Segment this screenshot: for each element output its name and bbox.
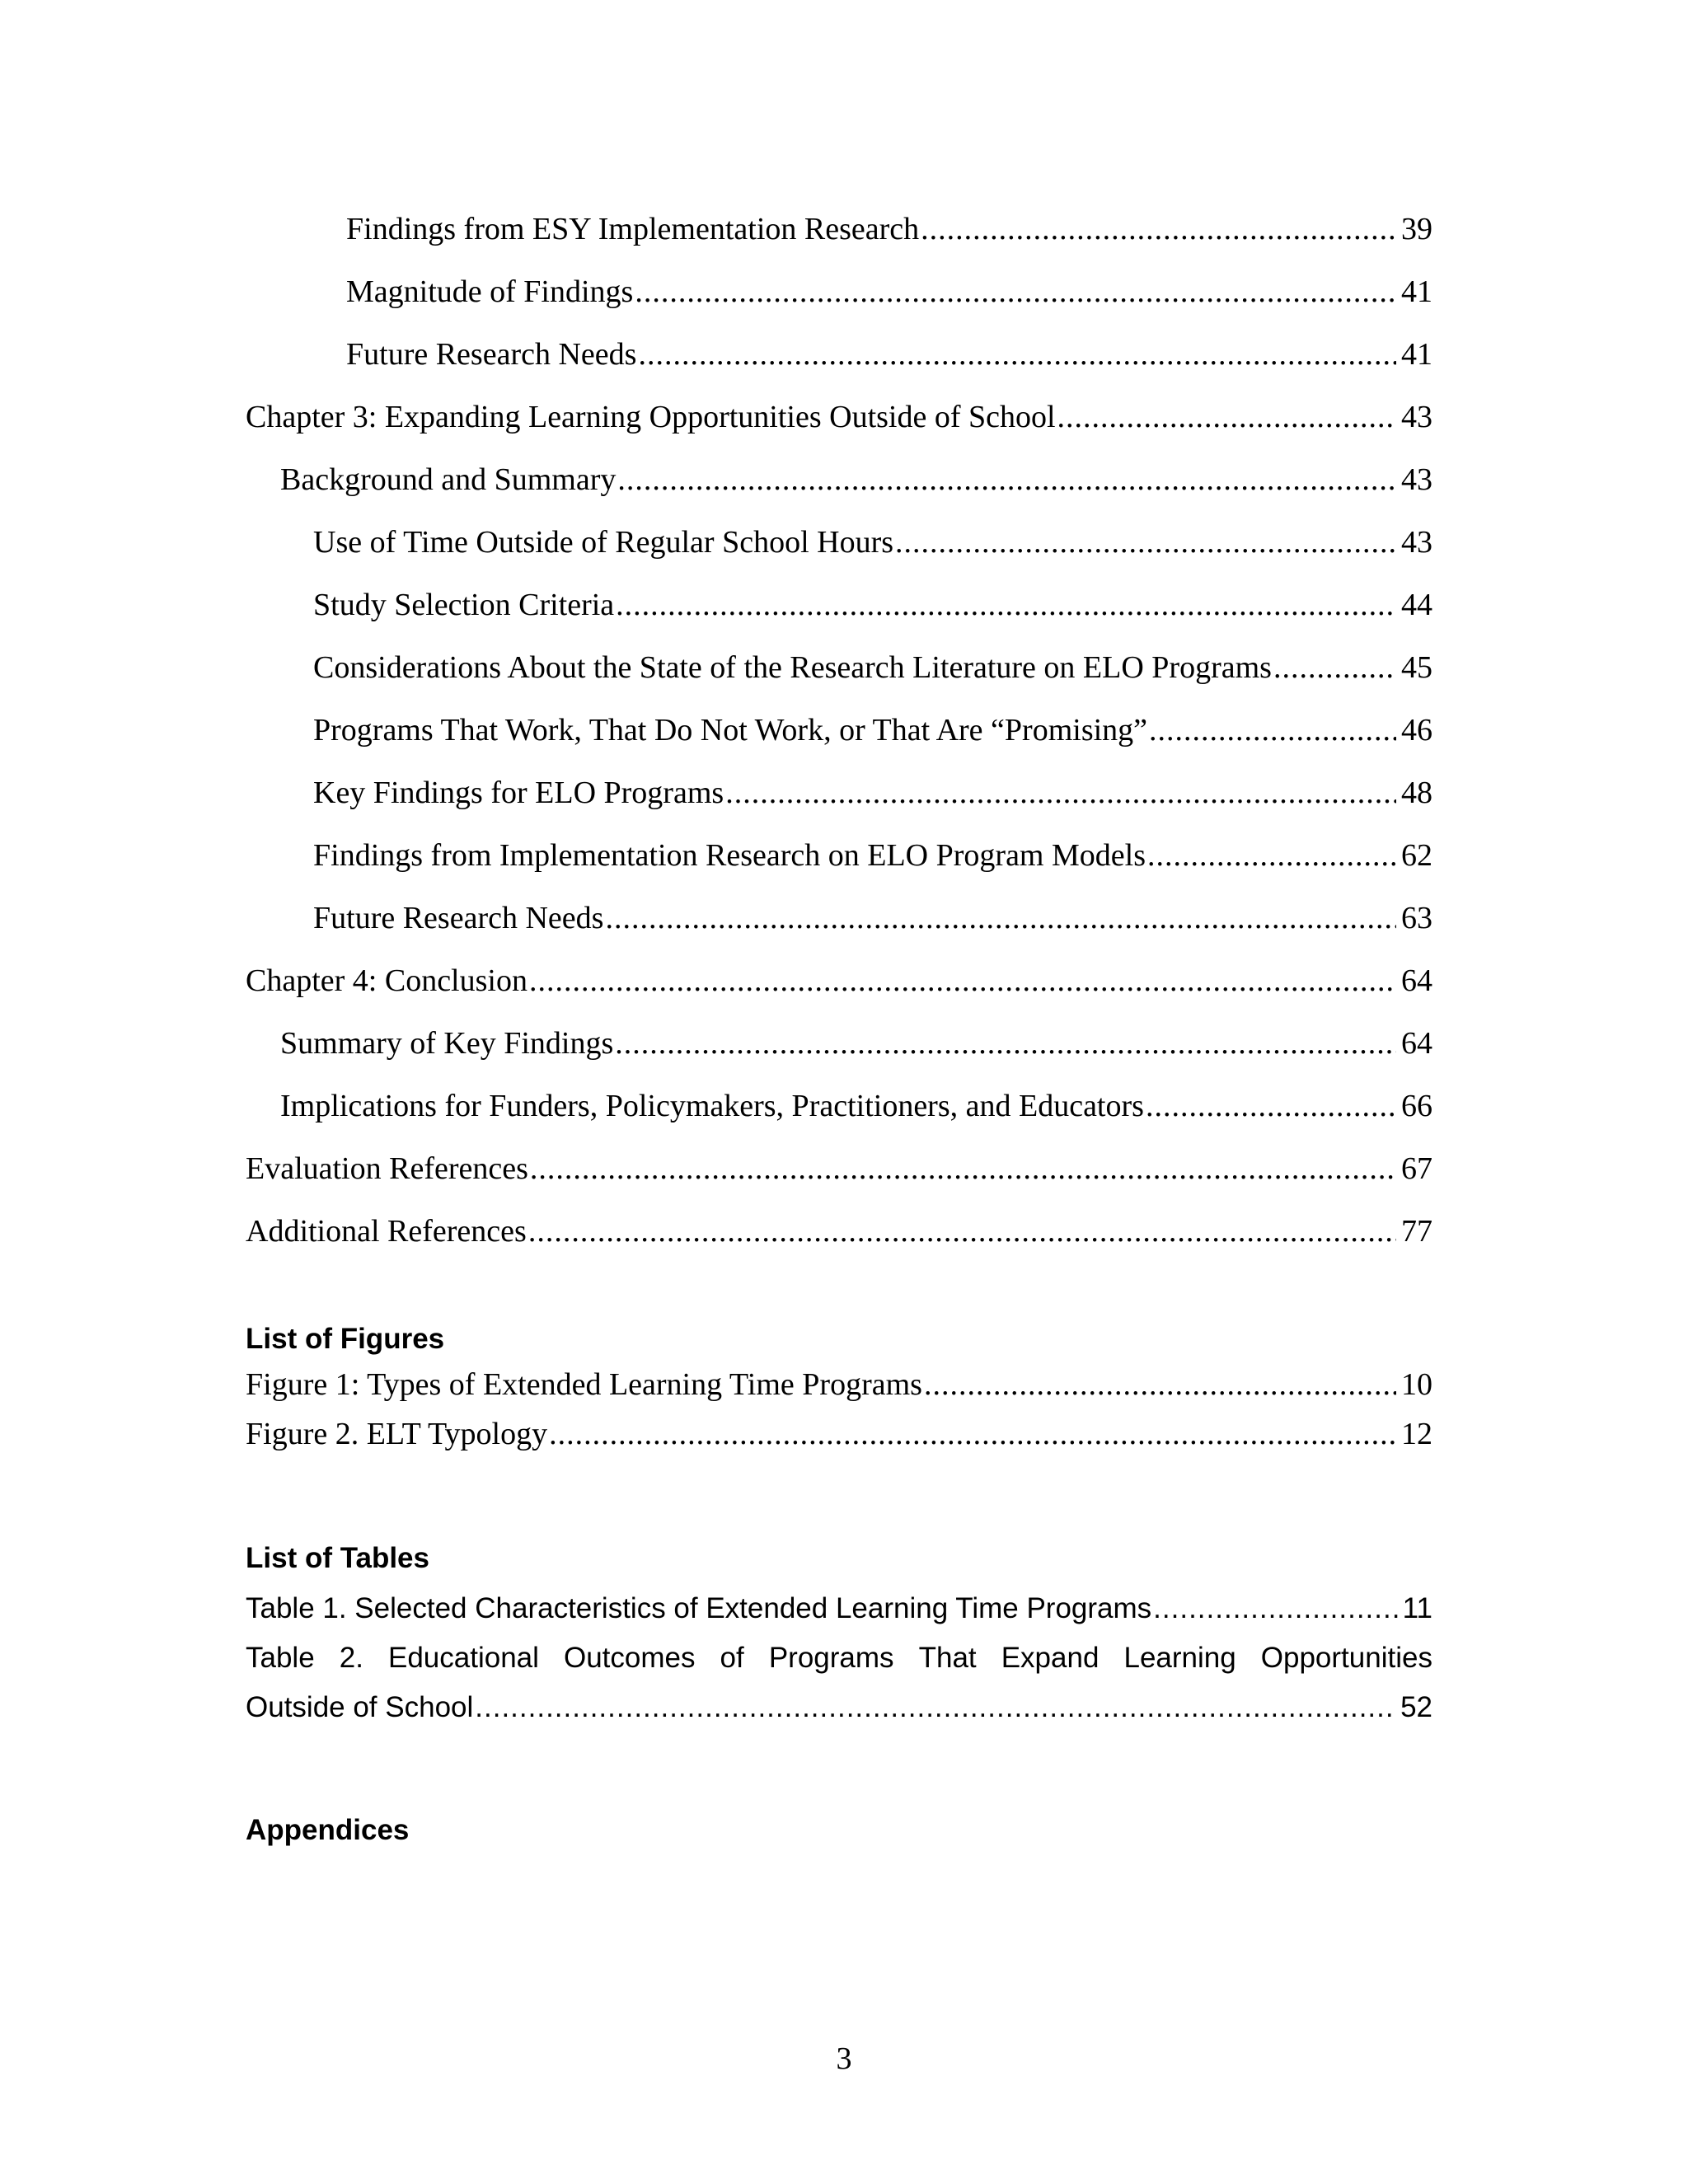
toc-leader-dots [617, 457, 1396, 503]
toc-entry-evaluation-references[interactable] [246, 1146, 1432, 1192]
toc-entry-page: 43 [1401, 525, 1432, 560]
toc-leader-dots [1057, 394, 1396, 440]
toc-entry-page: 62 [1401, 838, 1432, 873]
word: Table [246, 1642, 315, 1674]
toc-entry-page: 41 [1401, 337, 1432, 372]
toc-entry-page: 43 [1401, 400, 1432, 434]
toc-entry-page: 44 [1401, 588, 1432, 622]
toc-entry-label: Programs That Work, That Do Not Work, or That Are “Promising” [313, 713, 1148, 748]
toc-entry-label: Future Research Needs [346, 337, 637, 372]
toc-entry-label: Chapter 4: Conclusion [246, 963, 528, 998]
toc-entry-page: 48 [1401, 776, 1432, 810]
toc-entry-label: Implications for Funders, Policymakers, Practitioners, and Educators [280, 1089, 1144, 1123]
toc-entry-page: 66 [1401, 1089, 1432, 1123]
toc-entry-page: 63 [1401, 901, 1432, 935]
toc-leader-dots [725, 770, 1396, 816]
list-of-tables-heading: List of Tables [246, 1542, 429, 1574]
word: Programs [768, 1642, 894, 1674]
toc-entry-additional-references[interactable] [246, 1208, 1432, 1254]
table-entry[interactable] [246, 1586, 1432, 1632]
toc-entry[interactable] [246, 582, 1432, 628]
toc-entry-label: Summary of Key Findings [280, 1026, 614, 1061]
toc-entry-chapter-3[interactable] [246, 394, 1432, 440]
word: of [720, 1642, 744, 1674]
table-entry-label: Table 1. Selected Characteristics of Extended Learning Time Programs [246, 1592, 1152, 1624]
toc-leader-dots [475, 1685, 1395, 1731]
toc-leader-dots [1153, 1586, 1397, 1632]
word: Expand [1001, 1642, 1100, 1674]
table-entry-page: 52 [1400, 1691, 1432, 1723]
word: 2. [339, 1642, 363, 1674]
toc-leader-dots [924, 1361, 1396, 1408]
toc-entry-label: Future Research Needs [313, 901, 604, 935]
toc-entry-page: 43 [1401, 462, 1432, 497]
toc-entry[interactable] [246, 770, 1432, 816]
toc-leader-dots [1146, 1083, 1396, 1129]
toc-entry[interactable] [246, 206, 1432, 252]
toc-entry-page: 77 [1401, 1214, 1432, 1249]
toc-entry-label: Chapter 3: Expanding Learning Opportunities Outside of School [246, 400, 1056, 434]
page-number: 3 [836, 2041, 852, 2076]
figure-entry-page: 10 [1401, 1367, 1432, 1402]
word: Opportunities [1260, 1642, 1432, 1674]
word: Outcomes [563, 1642, 696, 1674]
toc-entry-chapter-4[interactable] [246, 958, 1432, 1004]
toc-entry-page: 46 [1401, 713, 1432, 748]
toc-leader-dots [1149, 707, 1396, 753]
figure-entry[interactable] [246, 1411, 1432, 1457]
toc-entry[interactable] [246, 519, 1432, 565]
toc-entry[interactable] [246, 457, 1432, 503]
figure-entry[interactable] [246, 1361, 1432, 1408]
toc-leader-dots [530, 1146, 1396, 1192]
toc-leader-dots [528, 1208, 1396, 1254]
figure-entry-label: Figure 1: Types of Extended Learning Time Programs [246, 1367, 922, 1402]
toc-entry[interactable] [246, 1020, 1432, 1066]
list-of-figures-heading: List of Figures [246, 1323, 445, 1355]
toc-entry-page: 64 [1401, 963, 1432, 998]
toc-entry-label: Findings from Implementation Research on ELO Program Models [313, 838, 1146, 873]
toc-entry[interactable] [246, 895, 1432, 941]
toc-entry[interactable] [246, 331, 1432, 377]
toc-entry-label: Evaluation References [246, 1151, 528, 1186]
table-entry-page: 11 [1402, 1592, 1432, 1624]
toc-entry-page: 64 [1401, 1026, 1432, 1061]
toc-entry-label: Magnitude of Findings [346, 274, 634, 309]
appendices-heading: Appendices [246, 1814, 410, 1846]
toc-entry-label: Additional References [246, 1214, 527, 1249]
word: Educational [388, 1642, 539, 1674]
toc-entry-label: Background and Summary [280, 462, 617, 497]
toc-leader-dots [921, 206, 1396, 252]
toc-leader-dots [605, 895, 1396, 941]
toc-leader-dots [895, 519, 1396, 565]
toc-entry[interactable] [246, 832, 1432, 879]
table-entry-label: Outside of School [246, 1691, 474, 1723]
toc-leader-dots [1273, 644, 1396, 691]
toc-entry[interactable] [246, 269, 1432, 315]
toc-entry[interactable] [246, 1083, 1432, 1129]
toc-leader-dots [549, 1411, 1396, 1457]
toc-entry-label: Key Findings for ELO Programs [313, 776, 724, 810]
toc-entry-page: 41 [1401, 274, 1432, 309]
toc-entry-page: 67 [1401, 1151, 1432, 1186]
toc-leader-dots [616, 582, 1396, 628]
toc-entry-label: Findings from ESY Implementation Research [346, 212, 920, 246]
toc-leader-dots [638, 331, 1396, 377]
figure-entry-label: Figure 2. ELT Typology [246, 1417, 548, 1451]
table-entry-line-2[interactable] [246, 1685, 1432, 1731]
word: That [918, 1642, 977, 1674]
toc-entry-label: Study Selection Criteria [313, 588, 615, 622]
toc-leader-dots [635, 269, 1396, 315]
toc-leader-dots [615, 1020, 1396, 1066]
toc-entry-label: Considerations About the State of the Research Literature on ELO Programs [313, 650, 1272, 685]
toc-leader-dots [1147, 832, 1396, 879]
toc-entry-page: 39 [1401, 212, 1432, 246]
toc-leader-dots [529, 958, 1396, 1004]
table-entry-line-1[interactable] [246, 1635, 1432, 1681]
toc-entry[interactable] [246, 707, 1432, 753]
figure-entry-page: 12 [1401, 1417, 1432, 1451]
toc-entry[interactable] [246, 644, 1432, 691]
word: Learning [1123, 1642, 1236, 1674]
toc-entry-page: 45 [1401, 650, 1432, 685]
toc-entry-label: Use of Time Outside of Regular School Hours [313, 525, 894, 560]
